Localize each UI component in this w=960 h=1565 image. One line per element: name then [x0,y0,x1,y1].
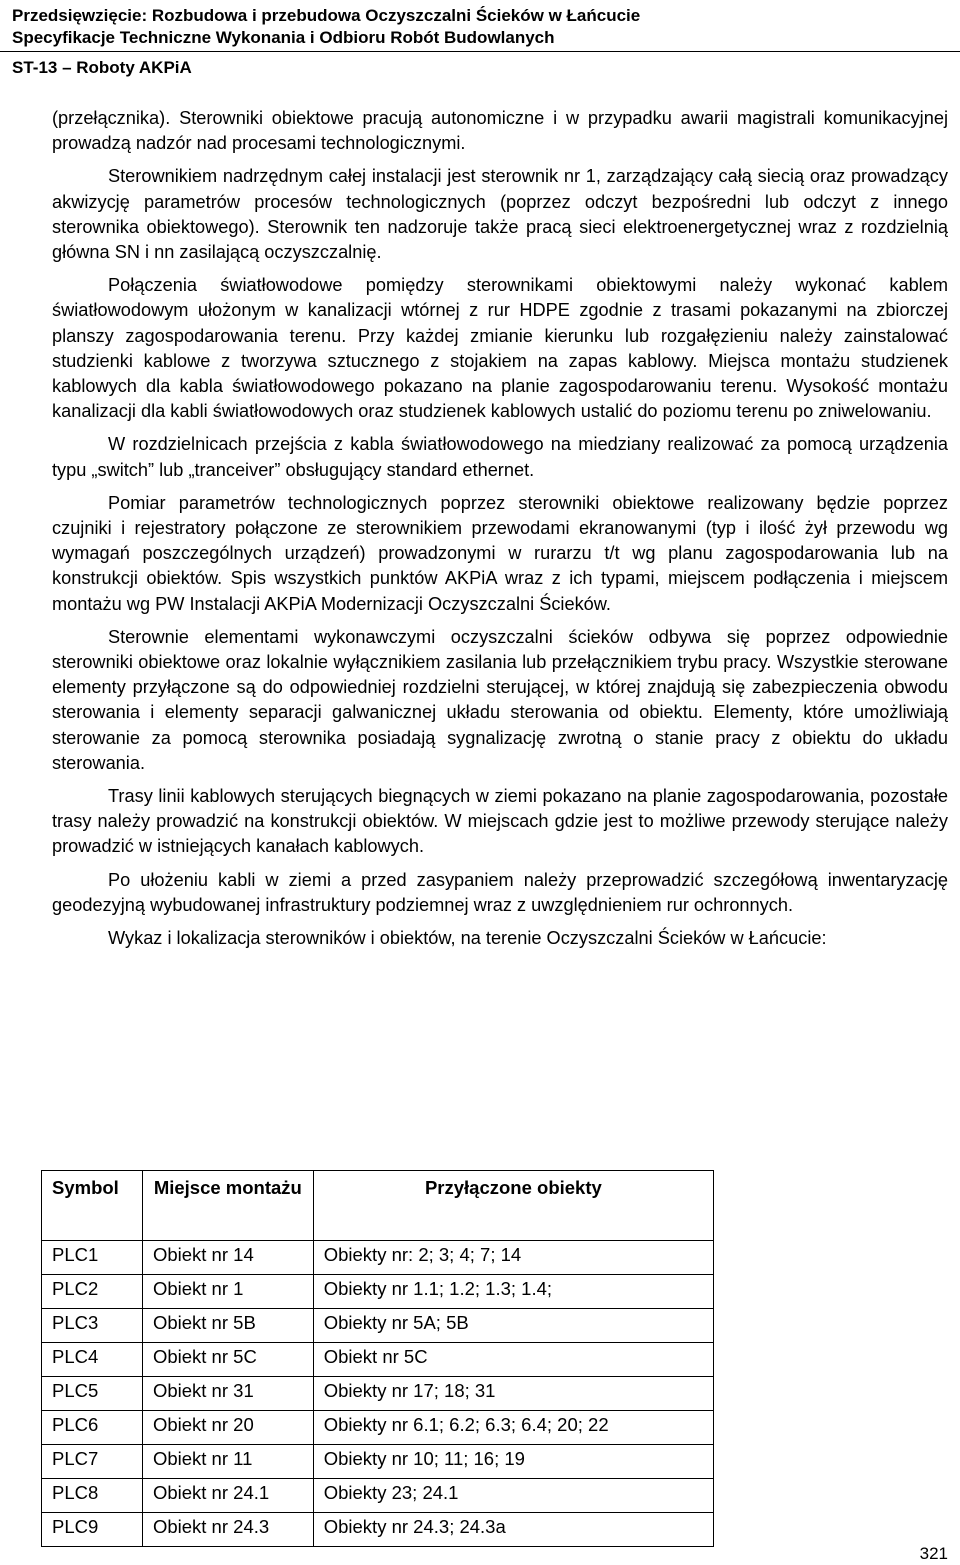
document-body [52,106,948,959]
table-row [42,1275,714,1309]
paragraph: Połączenia światłowodowe pomiędzy sterownikami obiektowymi należy wykonać kablem światłowodowym ułożonym w kanalizacji wtórnej z rur HDPE zgodnie z trasami pokazanymi na zbiorczej planszy zagospodarowania terenu. Przy każdej zmianie kierunku lub rozgałęzieniu należy zainstalować studzienki kablowe z tworzywa sztucznego z stojakiem na zapas kablowy. Miejsca montażu studzienek kablowych dla kabla światłowodowego pokazano na planie zagospodarowaniu terenu. Wysokość montażu kanalizacji dla kabli światłowodowych oraz studzienek kablowych ustalić do poziomu terenu po zniwelowaniu. [52,275,948,422]
table-cell: Obiekty nr 10; 11; 16; 19 [313,1445,713,1479]
project-title: Przedsięwzięcie: Rozbudowa i przebudowa Oczyszczalni Ścieków w Łańcucie [12,6,641,25]
specification-title: Specyfikacje Techniczne Wykonania i Odbioru Robót Budowlanych [12,28,555,47]
table-cell: PLC1 [42,1241,143,1275]
table-cell: PLC5 [42,1377,143,1411]
table-cell: PLC9 [42,1513,143,1547]
table-row [42,1309,714,1343]
paragraph: Trasy linii kablowych sterujących biegnących w ziemi pokazano na planie zagospodarowania, pozostałe trasy należy prowadzić na konstrukcji obiektów. W miejscach gdzie jest to możliwe przewody sterujące należy prowadzić w istniejących kanałach kablowych. [52,786,948,857]
table-cell: PLC6 [42,1411,143,1445]
table-cell: Obiekty nr 24.3; 24.3a [313,1513,713,1547]
table-cell: Obiekt nr 24.3 [142,1513,313,1547]
column-header-connected-objects: Przyłączone obiekty [313,1171,713,1241]
paragraph: Po ułożeniu kabli w ziemi a przed zasypaniem należy przeprowadzić szczegółową inwentaryzację geodezyjną wybudowanej infrastruktury podziemnej wraz z uwzględnieniem rur ochronnych. [52,869,948,915]
table-cell: PLC7 [42,1445,143,1479]
paragraph: Sterownikiem nadrzędnym całej instalacji jest sterownik nr 1, zarządzający całą siecią oraz prowadzący akwizycję parametrów procesów technologicznych (poprzez odczyt bezpośredni lub odczyt z innego sterownika obiektowego). Sterownik ten nadzoruje także pracą sieci elektroenergetycznej wraz z rozdzielnią główna SN i nn zasilającą oczyszczalnię. [52,166,948,263]
table-cell: Obiekt nr 5C [313,1343,713,1377]
column-header-location: Miejsce montażu [142,1171,313,1241]
header-rule [0,51,960,52]
table-cell: Obiekty nr: 2; 3; 4; 7; 14 [313,1241,713,1275]
plc-table [41,1170,714,1547]
paragraph: W rozdzielnicach przejścia z kabla światłowodowego na miedziany realizować za pomocą urządzenia typu „switch” lub „tranceiver” obsługujący standard ethernet. [52,434,948,480]
table-intro-paragraph: Wykaz i lokalizacja sterowników i obiektów, na terenie Oczyszczalni Ścieków w Łańcucie: [108,928,827,949]
table-cell: Obiekt nr 24.1 [142,1479,313,1513]
paragraph: Sterownie elementami wykonawczymi oczyszczalni ścieków odbywa się poprzez odpowiednie sterowniki obiektowe oraz lokalnie wyłącznikiem zasilania lub przełącznikiem trybu pracy. Wszystkie sterowane elementy przyłączone są do odpowiedniej rozdzielni sterującej, w której znajdują się zabezpieczenia obwodu sterowania i elementy separacji galwanicznej układu sterowania od obiektu. Elementy, które umożliwiają sterowanie za pomocą sterownika posiadają sygnalizację zwrotną o stanie pracy z obiektu do układu sterowania. [52,626,948,773]
table-cell: Obiekt nr 11 [142,1445,313,1479]
table-cell: PLC2 [42,1275,143,1309]
paragraph: (przełącznika). Sterowniki obiektowe pracują autonomiczne i w przypadku awarii magistrali komunikacyjnej prowadzą nadzór nad procesami technologicznymi. [52,108,948,154]
page-number: 321 [919,1544,948,1563]
table-cell: Obiekt nr 1 [142,1275,313,1309]
table-row [42,1377,714,1411]
paragraph: Pomiar parametrów technologicznych poprzez sterowniki obiektowe realizowany będzie poprzez czujniki i rejestratory połączone ze sterownikiem przewodami ekranowanymi (typ i ilość żył przewodu wg wymagań poszczególnych urządzeń) prowadzonymi w rurarzu t/t wg planu zagospodarowania lub na konstrukcji obiektów. Spis wszystkich punktów AKPiA wraz z ich typami, miejscem podłączenia i miejscem montażu wg PW Instalacji AKPiA Modernizacji Oczyszczalni Ścieków. [52,492,948,614]
section-title: ST-13 – Roboty AKPiA [12,58,192,77]
table-row [42,1479,714,1513]
table-cell: Obiekt nr 31 [142,1377,313,1411]
table-cell: Obiekty 23; 24.1 [313,1479,713,1513]
table-cell: Obiekty nr 1.1; 1.2; 1.3; 1.4; [313,1275,713,1309]
table-cell: Obiekty nr 17; 18; 31 [313,1377,713,1411]
table-cell: Obiekty nr 6.1; 6.2; 6.3; 6.4; 20; 22 [313,1411,713,1445]
table-cell: Obiekty nr 5A; 5B [313,1309,713,1343]
table-row [42,1241,714,1275]
table-cell: PLC3 [42,1309,143,1343]
table-cell: Obiekt nr 5C [142,1343,313,1377]
document-header [0,0,960,82]
table-row [42,1411,714,1445]
table-row [42,1343,714,1377]
table-header-row [42,1171,714,1241]
column-header-symbol: Symbol [42,1171,143,1241]
table-row [42,1513,714,1547]
table-cell: Obiekt nr 5B [142,1309,313,1343]
table-cell: PLC8 [42,1479,143,1513]
table-cell: PLC4 [42,1343,143,1377]
table-cell: Obiekt nr 20 [142,1411,313,1445]
table-row [42,1445,714,1479]
table-cell: Obiekt nr 14 [142,1241,313,1275]
